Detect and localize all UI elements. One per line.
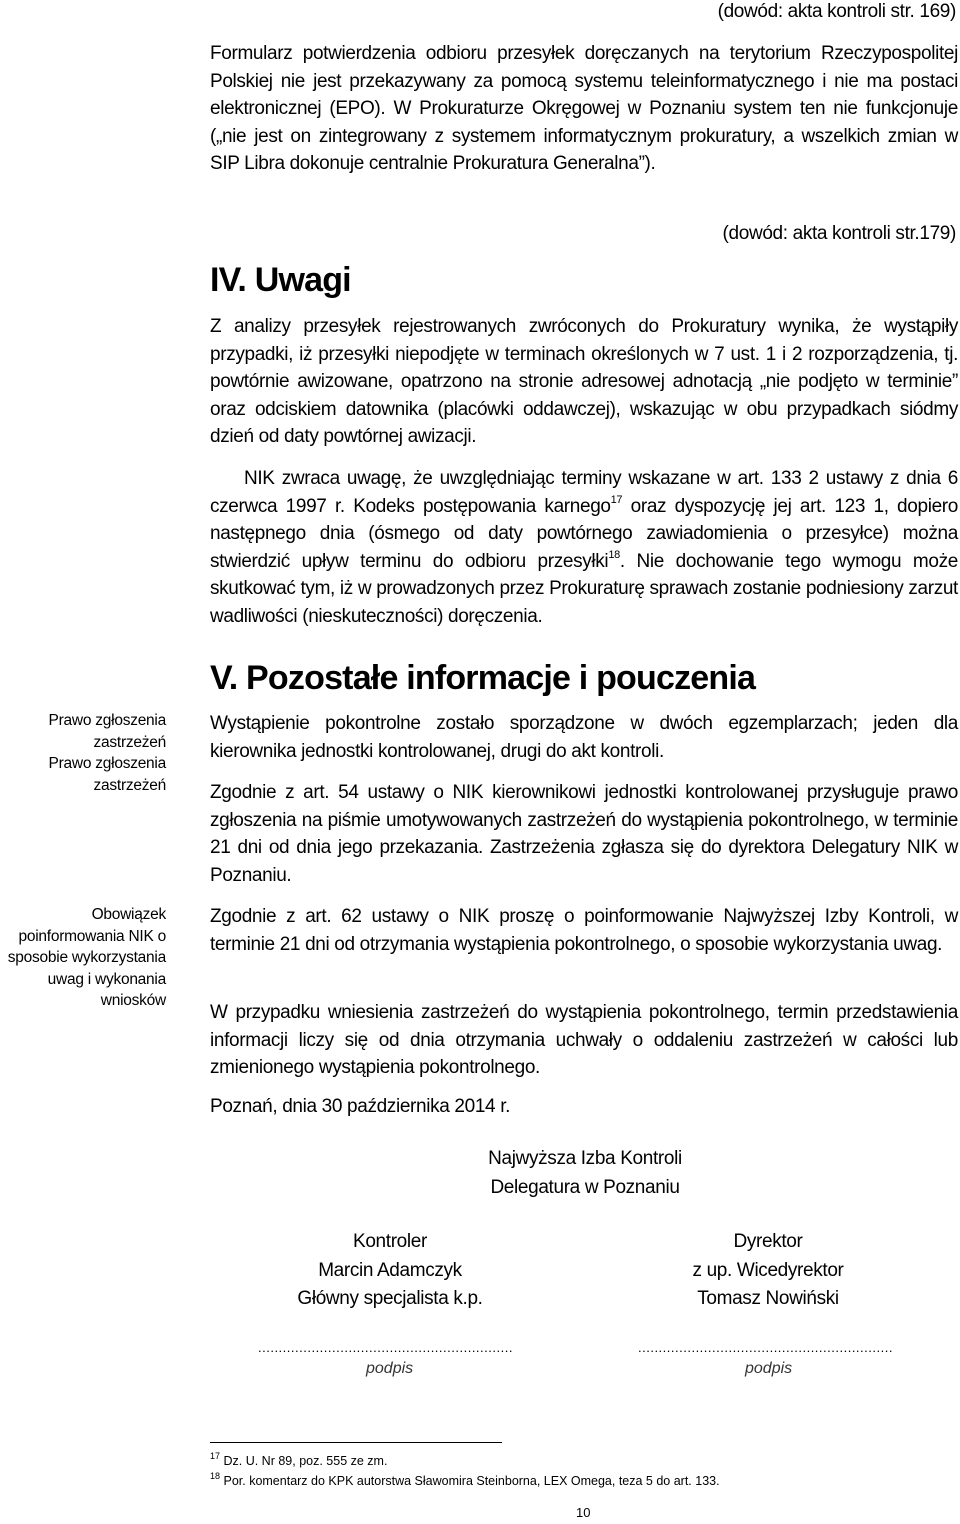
signature-line-left: .............................................................. xyxy=(258,1340,513,1355)
paragraph-nik-remark xyxy=(210,465,958,630)
margin-note-objections-line1: Prawo zgłoszenia zastrzeżeń xyxy=(48,712,166,751)
signatory-right-role: Dyrektor xyxy=(733,1231,803,1252)
paragraph-nik-part3: . Nie dochowanie tego wymogu może skutkować tym, iż w prowadzonych przez Prokuraturę sprawach zostanie podniesiony zarzut wadliwości (nieskuteczności) doręczenia. xyxy=(210,550,958,627)
footnote-ref-17[interactable]: 17 xyxy=(610,494,623,507)
signatory-left-title: Główny specjalista k.p. xyxy=(297,1288,483,1309)
paragraph-wystapienie: Wystąpienie pokontrolne zostało sporządzone w dwóch egzemplarzach; jeden dla kierownika jednostki kontrolowanej, drugi do akt kontroli. xyxy=(210,713,958,762)
paragraph-uwagi: Z analizy przesyłek rejestrowanych zwróconych do Prokuratury wynika, że wystąpiły przypadki, iż przesyłki niepodjęte w terminach określonych w 7 ust. 1 i 2 rozporządzenia, tj. powtórnie awizowane, opatrzono na stronie adresowej adnotacją „nie podjęto w terminie” oraz odciskiem datownika (placówki oddawczej), wskazując w obu przypadkach siódmy dzień od daty powtórnej awizacji. xyxy=(210,316,958,447)
signatory-left-role: Kontroler xyxy=(353,1231,427,1252)
signatory-left xyxy=(245,1228,535,1314)
paragraph-zastrzezenia: W przypadku wniesienia zastrzeżeń do wystąpienia pokontrolnego, termin przedstawienia informacji liczy się od dnia otrzymania uchwały o oddaleniu zastrzeżeń w całości lub zmienionego wystąpienia pokontrolnego. xyxy=(210,1002,958,1078)
paragraph-art62: Zgodnie z art. 62 ustawy o NIK proszę o poinformowanie Najwyższej Izby Kontroli, w terminie 21 dni od otrzymania wystąpienia pokontrolnego, o sposobie wykorzystania uwag. xyxy=(210,906,958,955)
paragraph-epo-start: Formularz potwierdzenia odbioru przesyłek doręczanych na terytorium Rzeczypospolitej Polskiej nie jest przekazywany za pomocą systemu teleinformatycznego i nie ma postaci elektronicznej (EPO). xyxy=(210,43,958,119)
paragraph-nik-part2: oraz dyspozycję jej art. 123 1, dopiero następnego dnia (ósmego od daty powtórnego zawiadomienia o przesyłce) można stwierdzić upływ terminu do odbioru przesyłki xyxy=(210,495,958,572)
footnote-18 xyxy=(210,1472,720,1490)
signatory-right xyxy=(623,1228,913,1314)
paragraph-nik-part1: NIK zwraca uwagę, że uwzględniając terminy wskazane w art. 133 2 ustawy z dnia 6 czerwca 1997 r. Kodeks postępowania karnego xyxy=(210,468,958,517)
paragraph-epo-rest: W Prokuraturze Okręgowej w Poznaniu system ten nie funkcjonuje („nie jest on zintegrowany z systemem informatycznym prokuratury, a wszelkich zmian w SIP Libra dokonuje centralnie Prokuratura Generalna”). xyxy=(210,98,958,174)
place-date: Poznań, dnia 30 października 2014 r. xyxy=(210,1096,511,1117)
footnote-ref-18[interactable]: 18 xyxy=(608,549,620,562)
footnote-18-text: Por. komentarz do KPK autorstwa Sławomira Steinborna, LEX Omega, teza 5 do art. 133. xyxy=(220,1474,720,1488)
footnote-17 xyxy=(210,1452,387,1470)
paragraph-art54: Zgodnie z art. 54 ustawy o NIK kierownikowi jednostki kontrolowanej przysługuje prawo zgłoszenia na piśmie umotywowanych zastrzeżeń do wystąpienia pokontrolnego, w terminie 21 dni od dnia jego przekazania. Zastrzeżenia zgłasza się do dyrektora Delegatury NIK w Poznaniu. xyxy=(210,782,958,886)
evidence-reference-169: (dowód: akta kontroli str. 169) xyxy=(717,1,956,22)
page-number: 10 xyxy=(576,1505,591,1520)
signatory-right-name: z up. Wicedyrektor xyxy=(692,1259,844,1281)
footnote-17-text: Dz. U. Nr 89, poz. 555 ze zm. xyxy=(220,1454,388,1468)
section-v-heading: V. Pozostałe informacje i pouczenia xyxy=(210,659,756,697)
margin-note-objections-right xyxy=(0,710,166,796)
margin-note-information-duty: Obowiązek poinformowania NIK o sposobie wykorzystania uwag i wykonania wniosków xyxy=(7,906,166,1009)
footnote-17-number: 17 xyxy=(210,1450,221,1461)
signature-label-left: podpis xyxy=(366,1360,414,1377)
section-iv-heading: IV. Uwagi xyxy=(210,261,351,299)
signature-label-right: podpis xyxy=(745,1360,793,1377)
signatory-right-title: Tomasz Nowiński xyxy=(697,1288,839,1309)
footnote-separator xyxy=(210,1442,502,1443)
institution-delegatura: Delegatura w Poznaniu xyxy=(490,1176,680,1198)
signatory-left-name: Marcin Adamczyk xyxy=(318,1259,462,1281)
signature-line-right: .............................................................. xyxy=(638,1340,893,1355)
margin-note-objections-line2: Prawo zgłoszenia zastrzeżeń xyxy=(48,755,166,794)
footnote-18-number: 18 xyxy=(210,1470,221,1481)
institution-block xyxy=(440,1145,730,1202)
paragraph-epo xyxy=(210,40,958,178)
evidence-reference-179: (dowód: akta kontroli str.179) xyxy=(722,223,956,244)
institution-name: Najwyższa Izba Kontroli xyxy=(488,1148,682,1169)
